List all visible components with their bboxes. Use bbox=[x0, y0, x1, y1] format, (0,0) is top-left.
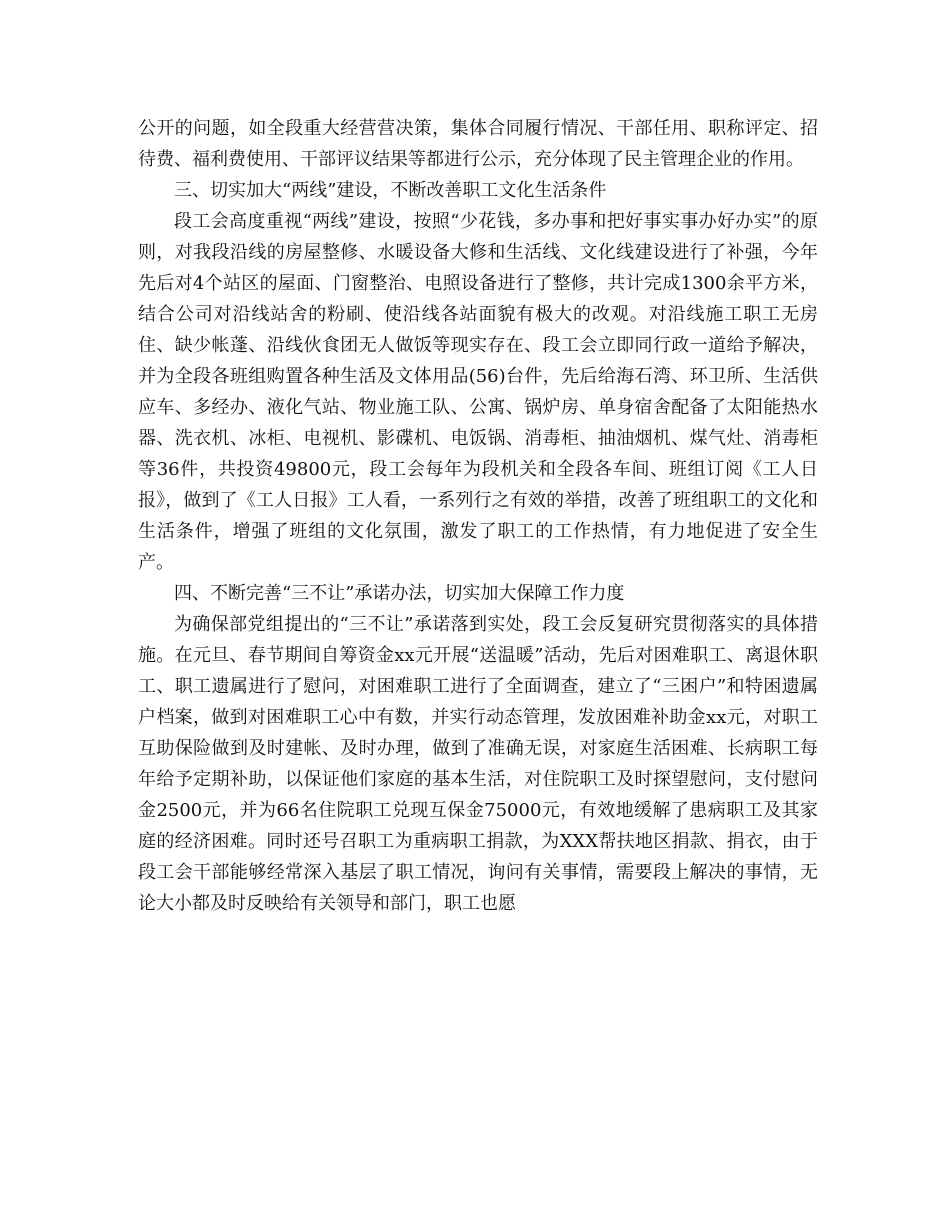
section-heading-three: 三、切实加大“两线”建设，不断改善职工文化生活条件 bbox=[174, 180, 607, 201]
section-heading-four: 四、不断完善“三不让”承诺办法，切实加大保障工作力度 bbox=[174, 583, 625, 604]
paragraph-continuation: 公开的问题，如全段重大经营营决策，集体合同履行情况、干部任用、职称评定、招待费、福利费使用、干部评议结果等都进行公示，充分体现了民主管理企业的作用。 bbox=[138, 118, 818, 170]
paragraph-two-lines: 段工会高度重视“两线”建设，按照“少花钱，多办事和把好事实事办好办实”的原则，对我段沿线的房屋整修、水暖设备大修和生活线、文化线建设进行了补强，今年先后对4个站区的屋面、门窗整治、电照设备进行了整修，共计完成1300余平方米，结合公司对沿线站舍的粉刷、使沿线各站面貌有极大的改观。对沿线施工职工无房住、缺少帐蓬、沿线伙食团无人做饭等现实存在、段工会立即同行政一道给予解决，并为全段各班组购置各种生活及文体用品(56)台件，先后给海石湾、环卫所、生活供应车、多经办、液化气站、物业施工队、公寓、锅炉房、单身宿舍配备了太阳能热水器、洗衣机、冰柜、电视机、影碟机、电饭锅、消毒柜、抽油烟机、煤气灶、消毒柜等36件，共投资49800元，段工会每年为段机关和全段各车间、班组订阅《工人日报》，做到了《工人日报》工人看，一系列行之有效的举措，改善了班组职工的文化和生活条件，增强了班组的文化氛围，激发了职工的工作热情，有力地促进了安全生产。 bbox=[138, 211, 818, 573]
paragraph-three-guarantees: 为确保部党组提出的“三不让”承诺落到实处，段工会反复研究贯彻落实的具体措施。在元旦、春节期间自筹资金xx元开展“送温暖”活动，先后对困难职工、离退休职工、职工遗属进行了慰问，对困难职工进行了全面调查，建立了“三困户”和特困遗属户档案，做到对困难职工心中有数，并实行动态管理，发放困难补助金xx元，对职工互助保险做到及时建帐、及时办理，做到了准确无误，对家庭生活困难、长病职工每年给予定期补助，以保证他们家庭的基本生活，对住院职工及时探望慰问，支付慰问金2500元，并为66名住院职工兑现互保金75000元，有效地缓解了患病职工及其家庭的经济困难。同时还号召职工为重病职工捐款，为XXX帮扶地区捐款、捐衣，由于段工会干部能够经常深入基层了职工情况，询问有关事情，需要段上解决的事情，无论大小都及时反映给有关领导和部门，职工也愿 bbox=[138, 614, 818, 914]
document-body bbox=[138, 113, 818, 919]
